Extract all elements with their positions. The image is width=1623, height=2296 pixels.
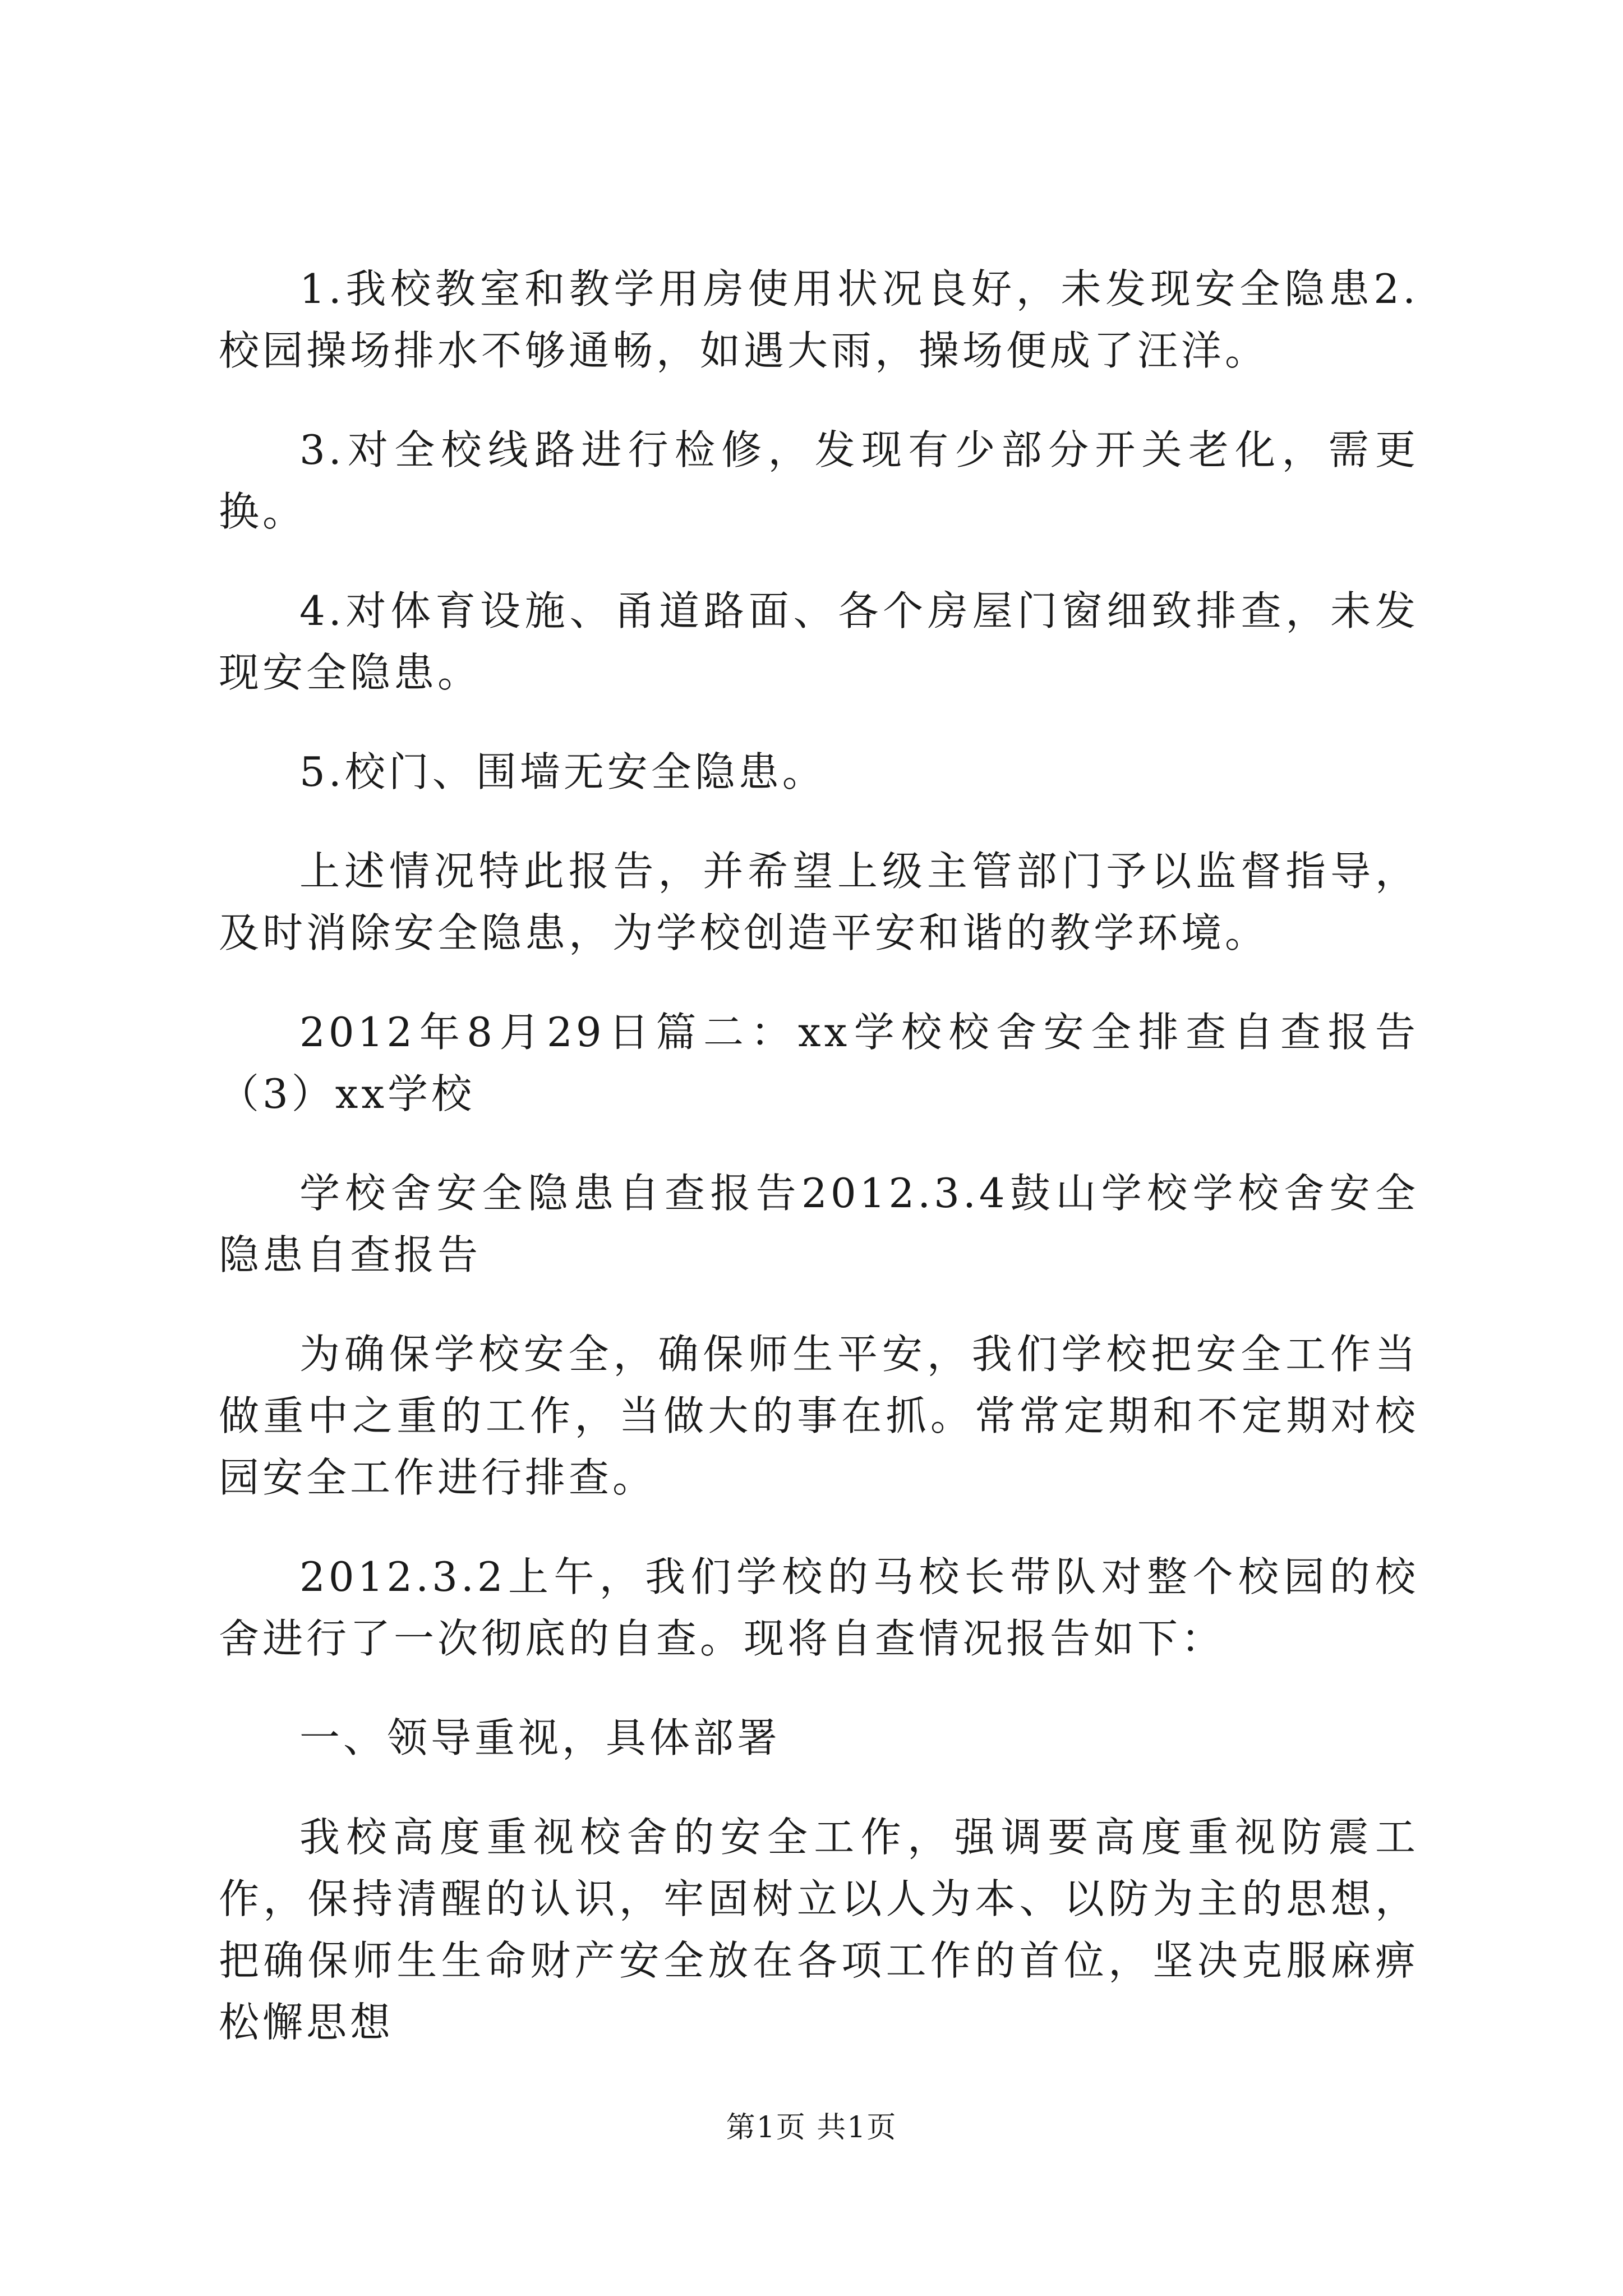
- section-heading-1: 一、领导重视，具体部署: [299, 1714, 781, 1761]
- paragraph-10: 我校高度重视校舍的安全工作，强调要高度重视防震工作，保持清醒的认识，牢固树立以人为本、以防为主的思想，把确保师生生命财产安全放在各项工作的首位，坚决克服麻痹松懈思想: [219, 1814, 1419, 2046]
- paragraph-4: 5.校门、围墙无安全隐患。: [299, 748, 826, 795]
- paragraph-8: 为确保学校安全，确保师生平安，我们学校把安全工作当做重中之重的工作，当做大的事在抓。常常定期和不定期对校园安全工作进行排查。: [219, 1331, 1419, 1501]
- paragraph-7: 学校舍安全隐患自查报告2012.3.4鼓山学校学校舍安全隐患自查报告: [219, 1170, 1419, 1278]
- document-body: [219, 258, 1419, 2091]
- paragraph-1: 1.我校教室和教学用房使用状况良好，未发现安全隐患2.校园操场排水不够通畅，如遇大雨，操场便成了汪洋。: [219, 265, 1419, 374]
- paragraph-9: 2012.3.2上午，我们学校的马校长带队对整个校园的校舍进行了一次彻底的自查。现将自查情况报告如下：: [219, 1553, 1419, 1662]
- paragraph-2: 3.对全校线路进行检修，发现有少部分开关老化，需更换。: [219, 426, 1419, 535]
- paragraph-6: 2012年8月29日篇二：xx学校校舍安全排查自查报告（3）xx学校: [219, 1009, 1419, 1117]
- paragraph-3: 4.对体育设施、甬道路面、各个房屋门窗细致排查，未发现安全隐患。: [219, 587, 1419, 696]
- page-number-footer: 第1页 共1页: [726, 2111, 897, 2145]
- paragraph-5: 上述情况特此报告，并希望上级主管部门予以监督指导，及时消除安全隐患，为学校创造平安和谐的教学环境。: [219, 848, 1419, 956]
